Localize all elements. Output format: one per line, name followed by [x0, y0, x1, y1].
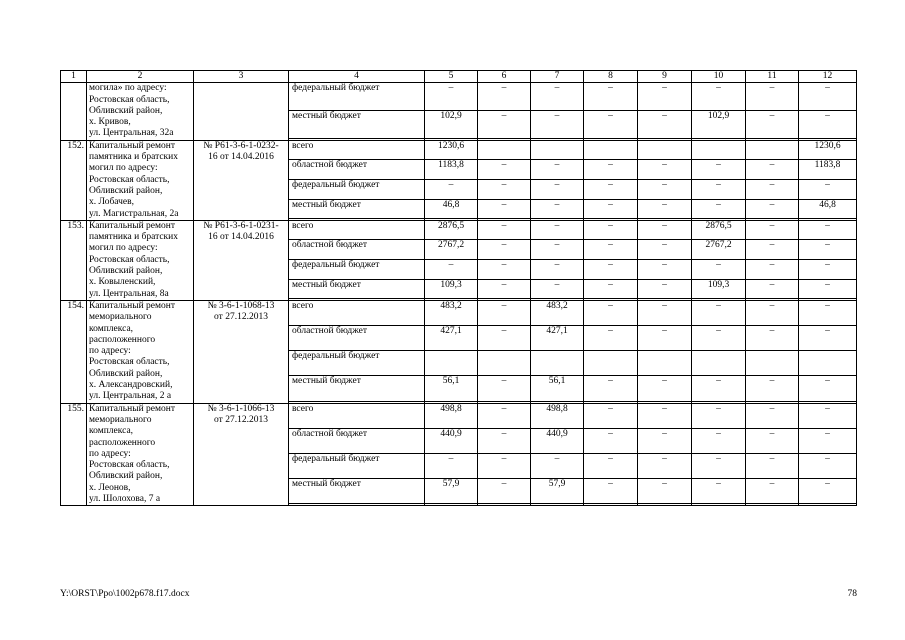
funding-source: федеральный бюджет — [289, 180, 425, 200]
amount-cell: – — [584, 479, 638, 504]
amount-cell: 2876,5 — [425, 220, 478, 240]
amount-cell: – — [584, 220, 638, 240]
amount-cell: – — [478, 403, 531, 428]
amount-cell: – — [692, 300, 746, 325]
amount-cell: – — [638, 260, 692, 280]
amount-cell: – — [584, 428, 638, 453]
amount-cell: – — [692, 83, 746, 111]
amount-cell: – — [584, 240, 638, 260]
amount-cell: – — [531, 199, 584, 219]
amount-cell: 109,3 — [692, 279, 746, 299]
table-row — [61, 220, 857, 240]
row-number: 154. — [61, 300, 87, 403]
funding-source: всего — [289, 300, 425, 325]
amount-cell: – — [478, 428, 531, 453]
funding-source: всего — [289, 403, 425, 428]
amount-cell: – — [531, 220, 584, 240]
funding-source: местный бюджет — [289, 376, 425, 401]
amount-cell: – — [584, 180, 638, 200]
object-name: могила» по адресу: Ростовская область, Обливский район, х. Кривов, ул. Центральная, 32а — [87, 83, 194, 140]
amount-cell — [692, 140, 746, 160]
amount-cell: – — [746, 376, 799, 401]
amount-cell — [425, 351, 478, 376]
funding-source: областной бюджет — [289, 160, 425, 180]
amount-cell: – — [531, 110, 584, 138]
amount-cell: – — [746, 326, 799, 351]
amount-cell — [584, 140, 638, 160]
amount-cell: – — [425, 180, 478, 200]
amount-cell: – — [638, 220, 692, 240]
amount-cell: – — [478, 83, 531, 111]
amount-cell: – — [746, 279, 799, 299]
amount-cell: 109,3 — [425, 279, 478, 299]
amount-cell — [638, 140, 692, 160]
table-row — [61, 83, 857, 111]
amount-cell: 1183,8 — [425, 160, 478, 180]
amount-cell: – — [478, 300, 531, 325]
amount-cell — [692, 351, 746, 376]
amount-cell: – — [799, 376, 857, 401]
budget-table — [60, 70, 857, 506]
amount-cell: – — [746, 260, 799, 280]
column-header: 4 — [289, 71, 425, 83]
object-name: Капитальный ремонт мемориального комплекса, расположенного по адресу: Ростовская область, Обливский район, х. Александровский, ул. Центральная, 2 а — [87, 300, 194, 403]
amount-cell: – — [799, 220, 857, 240]
amount-cell: 1230,6 — [425, 140, 478, 160]
amount-cell: – — [584, 376, 638, 401]
amount-cell: – — [425, 260, 478, 280]
amount-cell: – — [478, 240, 531, 260]
table-row — [61, 140, 857, 160]
funding-source: областной бюджет — [289, 240, 425, 260]
amount-cell: – — [478, 279, 531, 299]
amount-cell: – — [638, 279, 692, 299]
amount-cell: – — [531, 453, 584, 478]
column-header: 10 — [692, 71, 746, 83]
amount-cell: – — [638, 326, 692, 351]
footer-file-path: Y:\ORST\Ppo\1002p678.f17.docx — [60, 589, 190, 599]
amount-cell: 57,9 — [425, 479, 478, 504]
amount-cell: 427,1 — [531, 326, 584, 351]
amount-cell: – — [638, 453, 692, 478]
amount-cell: – — [692, 403, 746, 428]
amount-cell: – — [584, 453, 638, 478]
funding-source: местный бюджет — [289, 110, 425, 138]
object-name: Капитальный ремонт мемориального комплекса, расположенного по адресу: Ростовская область, Обливский район, х. Леонов, ул. Шолохова, 7 а — [87, 403, 194, 506]
amount-cell: – — [638, 428, 692, 453]
funding-source: областной бюджет — [289, 326, 425, 351]
amount-cell: 427,1 — [425, 326, 478, 351]
amount-cell: – — [799, 428, 857, 453]
amount-cell: – — [799, 403, 857, 428]
amount-cell: – — [799, 110, 857, 138]
amount-cell: 2767,2 — [692, 240, 746, 260]
amount-cell: – — [692, 199, 746, 219]
amount-cell: – — [478, 180, 531, 200]
column-header: 5 — [425, 71, 478, 83]
amount-cell: – — [638, 240, 692, 260]
amount-cell: 440,9 — [531, 428, 584, 453]
document-number — [194, 83, 289, 140]
amount-cell: – — [638, 376, 692, 401]
amount-cell: – — [584, 110, 638, 138]
amount-cell: – — [746, 160, 799, 180]
amount-cell: 498,8 — [531, 403, 584, 428]
document-number: № Р61-3-6-1-0232- 16 от 14.04.2016 — [194, 140, 289, 220]
funding-source: федеральный бюджет — [289, 351, 425, 376]
funding-source: местный бюджет — [289, 279, 425, 299]
amount-cell: – — [638, 180, 692, 200]
amount-cell: – — [692, 479, 746, 504]
amount-cell — [584, 351, 638, 376]
funding-source: федеральный бюджет — [289, 453, 425, 478]
amount-cell: – — [799, 279, 857, 299]
amount-cell: – — [692, 326, 746, 351]
empty-cell — [799, 504, 857, 506]
amount-cell: – — [584, 403, 638, 428]
amount-cell: – — [799, 326, 857, 351]
amount-cell: – — [799, 479, 857, 504]
amount-cell: – — [638, 83, 692, 111]
amount-cell: – — [478, 199, 531, 219]
amount-cell: – — [531, 83, 584, 111]
column-header: 11 — [746, 71, 799, 83]
table-row — [61, 403, 857, 428]
amount-cell: – — [692, 160, 746, 180]
amount-cell: – — [746, 240, 799, 260]
amount-cell — [746, 140, 799, 160]
footer-page-number: 78 — [847, 589, 857, 599]
amount-cell: – — [692, 376, 746, 401]
empty-cell — [638, 504, 692, 506]
amount-cell: 102,9 — [692, 110, 746, 138]
amount-cell: – — [638, 403, 692, 428]
amount-cell: – — [746, 180, 799, 200]
row-number: 155. — [61, 403, 87, 506]
amount-cell: – — [746, 428, 799, 453]
empty-cell — [478, 504, 531, 506]
object-name: Капитальный ремонт памятника и братских могил по адресу: Ростовская область, Обливский район, х. Лобачев, ул. Магистральная, 2а — [87, 140, 194, 220]
amount-cell: – — [746, 220, 799, 240]
amount-cell: – — [584, 83, 638, 111]
funding-source: областной бюджет — [289, 428, 425, 453]
empty-cell — [746, 504, 799, 506]
amount-cell: – — [584, 300, 638, 325]
amount-cell: – — [638, 110, 692, 138]
amount-cell: – — [478, 376, 531, 401]
funding-source: местный бюджет — [289, 479, 425, 504]
amount-cell: – — [692, 180, 746, 200]
amount-cell: 56,1 — [425, 376, 478, 401]
object-name: Капитальный ремонт памятника и братских могил по адресу: Ростовская область, Обливский район, х. Ковыленский, ул. Центральная, 8а — [87, 220, 194, 300]
amount-cell: – — [692, 260, 746, 280]
amount-cell — [478, 140, 531, 160]
amount-cell: – — [746, 199, 799, 219]
amount-cell: – — [478, 160, 531, 180]
amount-cell: – — [692, 428, 746, 453]
amount-cell: – — [799, 180, 857, 200]
amount-cell: 46,8 — [425, 199, 478, 219]
amount-cell: – — [478, 110, 531, 138]
amount-cell: – — [531, 260, 584, 280]
amount-cell: – — [746, 83, 799, 111]
amount-cell: 483,2 — [531, 300, 584, 325]
amount-cell: – — [531, 279, 584, 299]
amount-cell: – — [799, 260, 857, 280]
amount-cell: 498,8 — [425, 403, 478, 428]
column-header: 7 — [531, 71, 584, 83]
amount-cell: – — [746, 453, 799, 478]
empty-cell — [692, 504, 746, 506]
amount-cell: 483,2 — [425, 300, 478, 325]
amount-cell: – — [584, 279, 638, 299]
amount-cell — [478, 351, 531, 376]
amount-cell: – — [584, 326, 638, 351]
amount-cell: – — [584, 199, 638, 219]
funding-source: федеральный бюджет — [289, 260, 425, 280]
amount-cell: – — [638, 300, 692, 325]
amount-cell — [799, 351, 857, 376]
amount-cell: – — [478, 453, 531, 478]
amount-cell: – — [746, 300, 799, 325]
amount-cell: – — [584, 160, 638, 180]
amount-cell: 440,9 — [425, 428, 478, 453]
funding-source: всего — [289, 220, 425, 240]
amount-cell: – — [478, 479, 531, 504]
amount-cell: – — [746, 403, 799, 428]
amount-cell — [746, 351, 799, 376]
amount-cell: 2767,2 — [425, 240, 478, 260]
amount-cell: – — [799, 240, 857, 260]
amount-cell: – — [531, 240, 584, 260]
column-header: 2 — [87, 71, 194, 83]
column-header: 3 — [194, 71, 289, 83]
amount-cell — [531, 140, 584, 160]
column-header: 6 — [478, 71, 531, 83]
amount-cell: – — [531, 160, 584, 180]
amount-cell: – — [692, 453, 746, 478]
row-number: 152. — [61, 140, 87, 220]
document-number: № 3-6-1-1068-13 от 27.12.2013 — [194, 300, 289, 403]
column-header: 9 — [638, 71, 692, 83]
empty-cell — [584, 504, 638, 506]
amount-cell: – — [425, 453, 478, 478]
amount-cell: 56,1 — [531, 376, 584, 401]
funding-source: всего — [289, 140, 425, 160]
column-header: 12 — [799, 71, 857, 83]
amount-cell: – — [478, 220, 531, 240]
empty-cell — [289, 504, 425, 506]
amount-cell: – — [425, 83, 478, 111]
funding-source: федеральный бюджет — [289, 83, 425, 111]
amount-cell: – — [746, 110, 799, 138]
column-header: 1 — [61, 71, 87, 83]
amount-cell: – — [478, 326, 531, 351]
amount-cell: – — [584, 260, 638, 280]
amount-cell: – — [746, 479, 799, 504]
table-row — [61, 300, 857, 325]
column-header: 8 — [584, 71, 638, 83]
amount-cell: – — [531, 180, 584, 200]
amount-cell: 1183,8 — [799, 160, 857, 180]
amount-cell: – — [638, 479, 692, 504]
amount-cell: – — [638, 199, 692, 219]
document-number: № 3-6-1-1066-13 от 27.12.2013 — [194, 403, 289, 506]
amount-cell — [638, 351, 692, 376]
header-row — [61, 71, 857, 83]
amount-cell: – — [638, 160, 692, 180]
empty-cell — [531, 504, 584, 506]
row-number: 153. — [61, 220, 87, 300]
amount-cell: – — [799, 83, 857, 111]
document-number: № Р61-3-6-1-0231- 16 от 14.04.2016 — [194, 220, 289, 300]
amount-cell: – — [478, 260, 531, 280]
amount-cell: 46,8 — [799, 199, 857, 219]
funding-source: местный бюджет — [289, 199, 425, 219]
empty-cell — [425, 504, 478, 506]
amount-cell: 2876,5 — [692, 220, 746, 240]
amount-cell: 57,9 — [531, 479, 584, 504]
amount-cell: 102,9 — [425, 110, 478, 138]
amount-cell: 1230,6 — [799, 140, 857, 160]
amount-cell: – — [799, 453, 857, 478]
amount-cell — [531, 351, 584, 376]
row-number — [61, 83, 87, 140]
amount-cell: – — [799, 300, 857, 325]
